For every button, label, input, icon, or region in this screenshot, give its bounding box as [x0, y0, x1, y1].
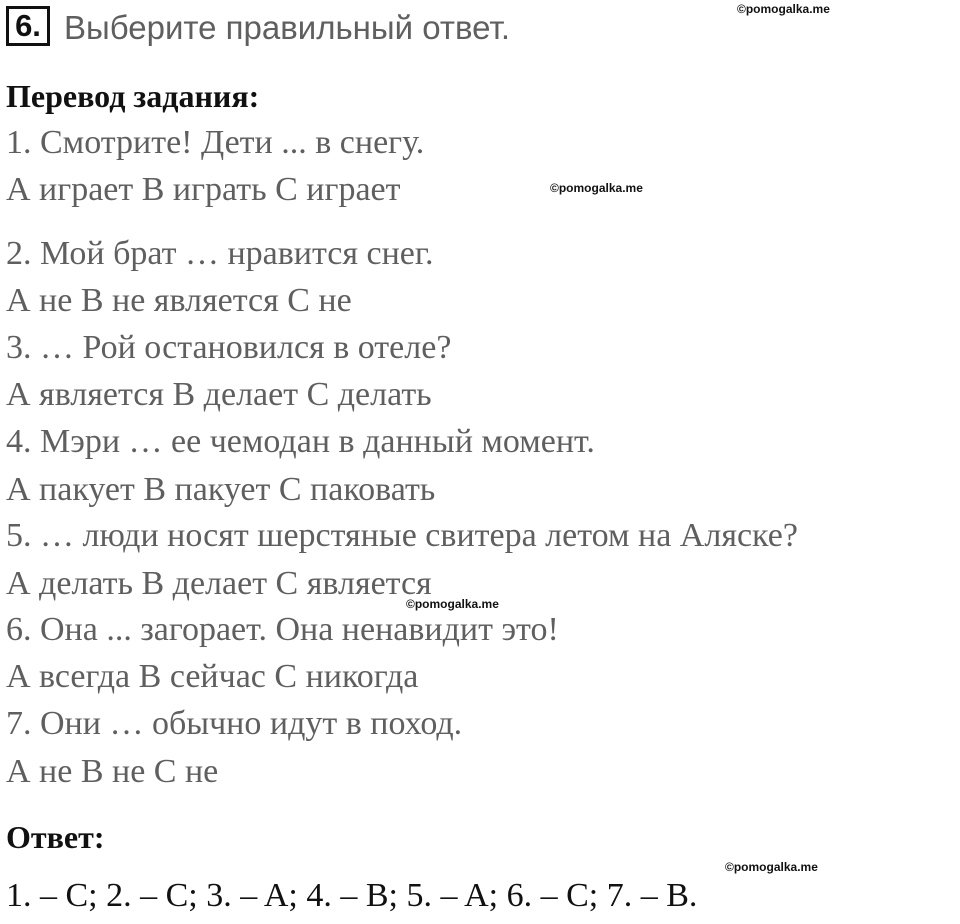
task-number-box: 6.	[6, 6, 50, 46]
watermark-middle-2: ©pomogalka.me	[406, 597, 499, 611]
question-6: 6. Она ... загорает. Она ненавидит это!	[6, 611, 559, 648]
options-1: А играет В играть С играет	[6, 171, 401, 208]
question-1: 1. Смотрите! Дети ... в снегу.	[6, 124, 425, 161]
options-5: А делать В делает С является	[6, 565, 432, 602]
question-4: 4. Мэри … ее чемодан в данный момент.	[6, 423, 595, 460]
options-6: А всегда В сейчас С никогда	[6, 658, 419, 695]
options-3: А является В делает С делать	[6, 376, 432, 413]
options-4: А пакует В пакует С паковать	[6, 471, 436, 508]
task-title: Выберите правильный ответ.	[64, 9, 510, 46]
question-3: 3. … Рой остановился в отеле?	[6, 329, 452, 366]
watermark-bottom: ©pomogalka.me	[725, 860, 818, 874]
answer-heading: Ответ:	[6, 819, 105, 855]
answer-text: 1. – C; 2. – C; 3. – A; 4. – B; 5. – A; 6. – C; 7. – B.	[6, 877, 698, 914]
question-2: 2. Мой брат … нравится снег.	[6, 235, 434, 272]
watermark-middle-1: ©pomogalka.me	[550, 181, 643, 195]
options-2: А не В не является С не	[6, 282, 352, 319]
translation-heading: Перевод задания:	[6, 78, 260, 114]
question-7: 7. Они … обычно идут в поход.	[6, 705, 463, 742]
watermark-top: ©pomogalka.me	[737, 2, 830, 16]
options-7: А не В не С не	[6, 753, 219, 790]
question-5: 5. … люди носят шерстяные свитера летом на Аляске?	[6, 517, 798, 554]
